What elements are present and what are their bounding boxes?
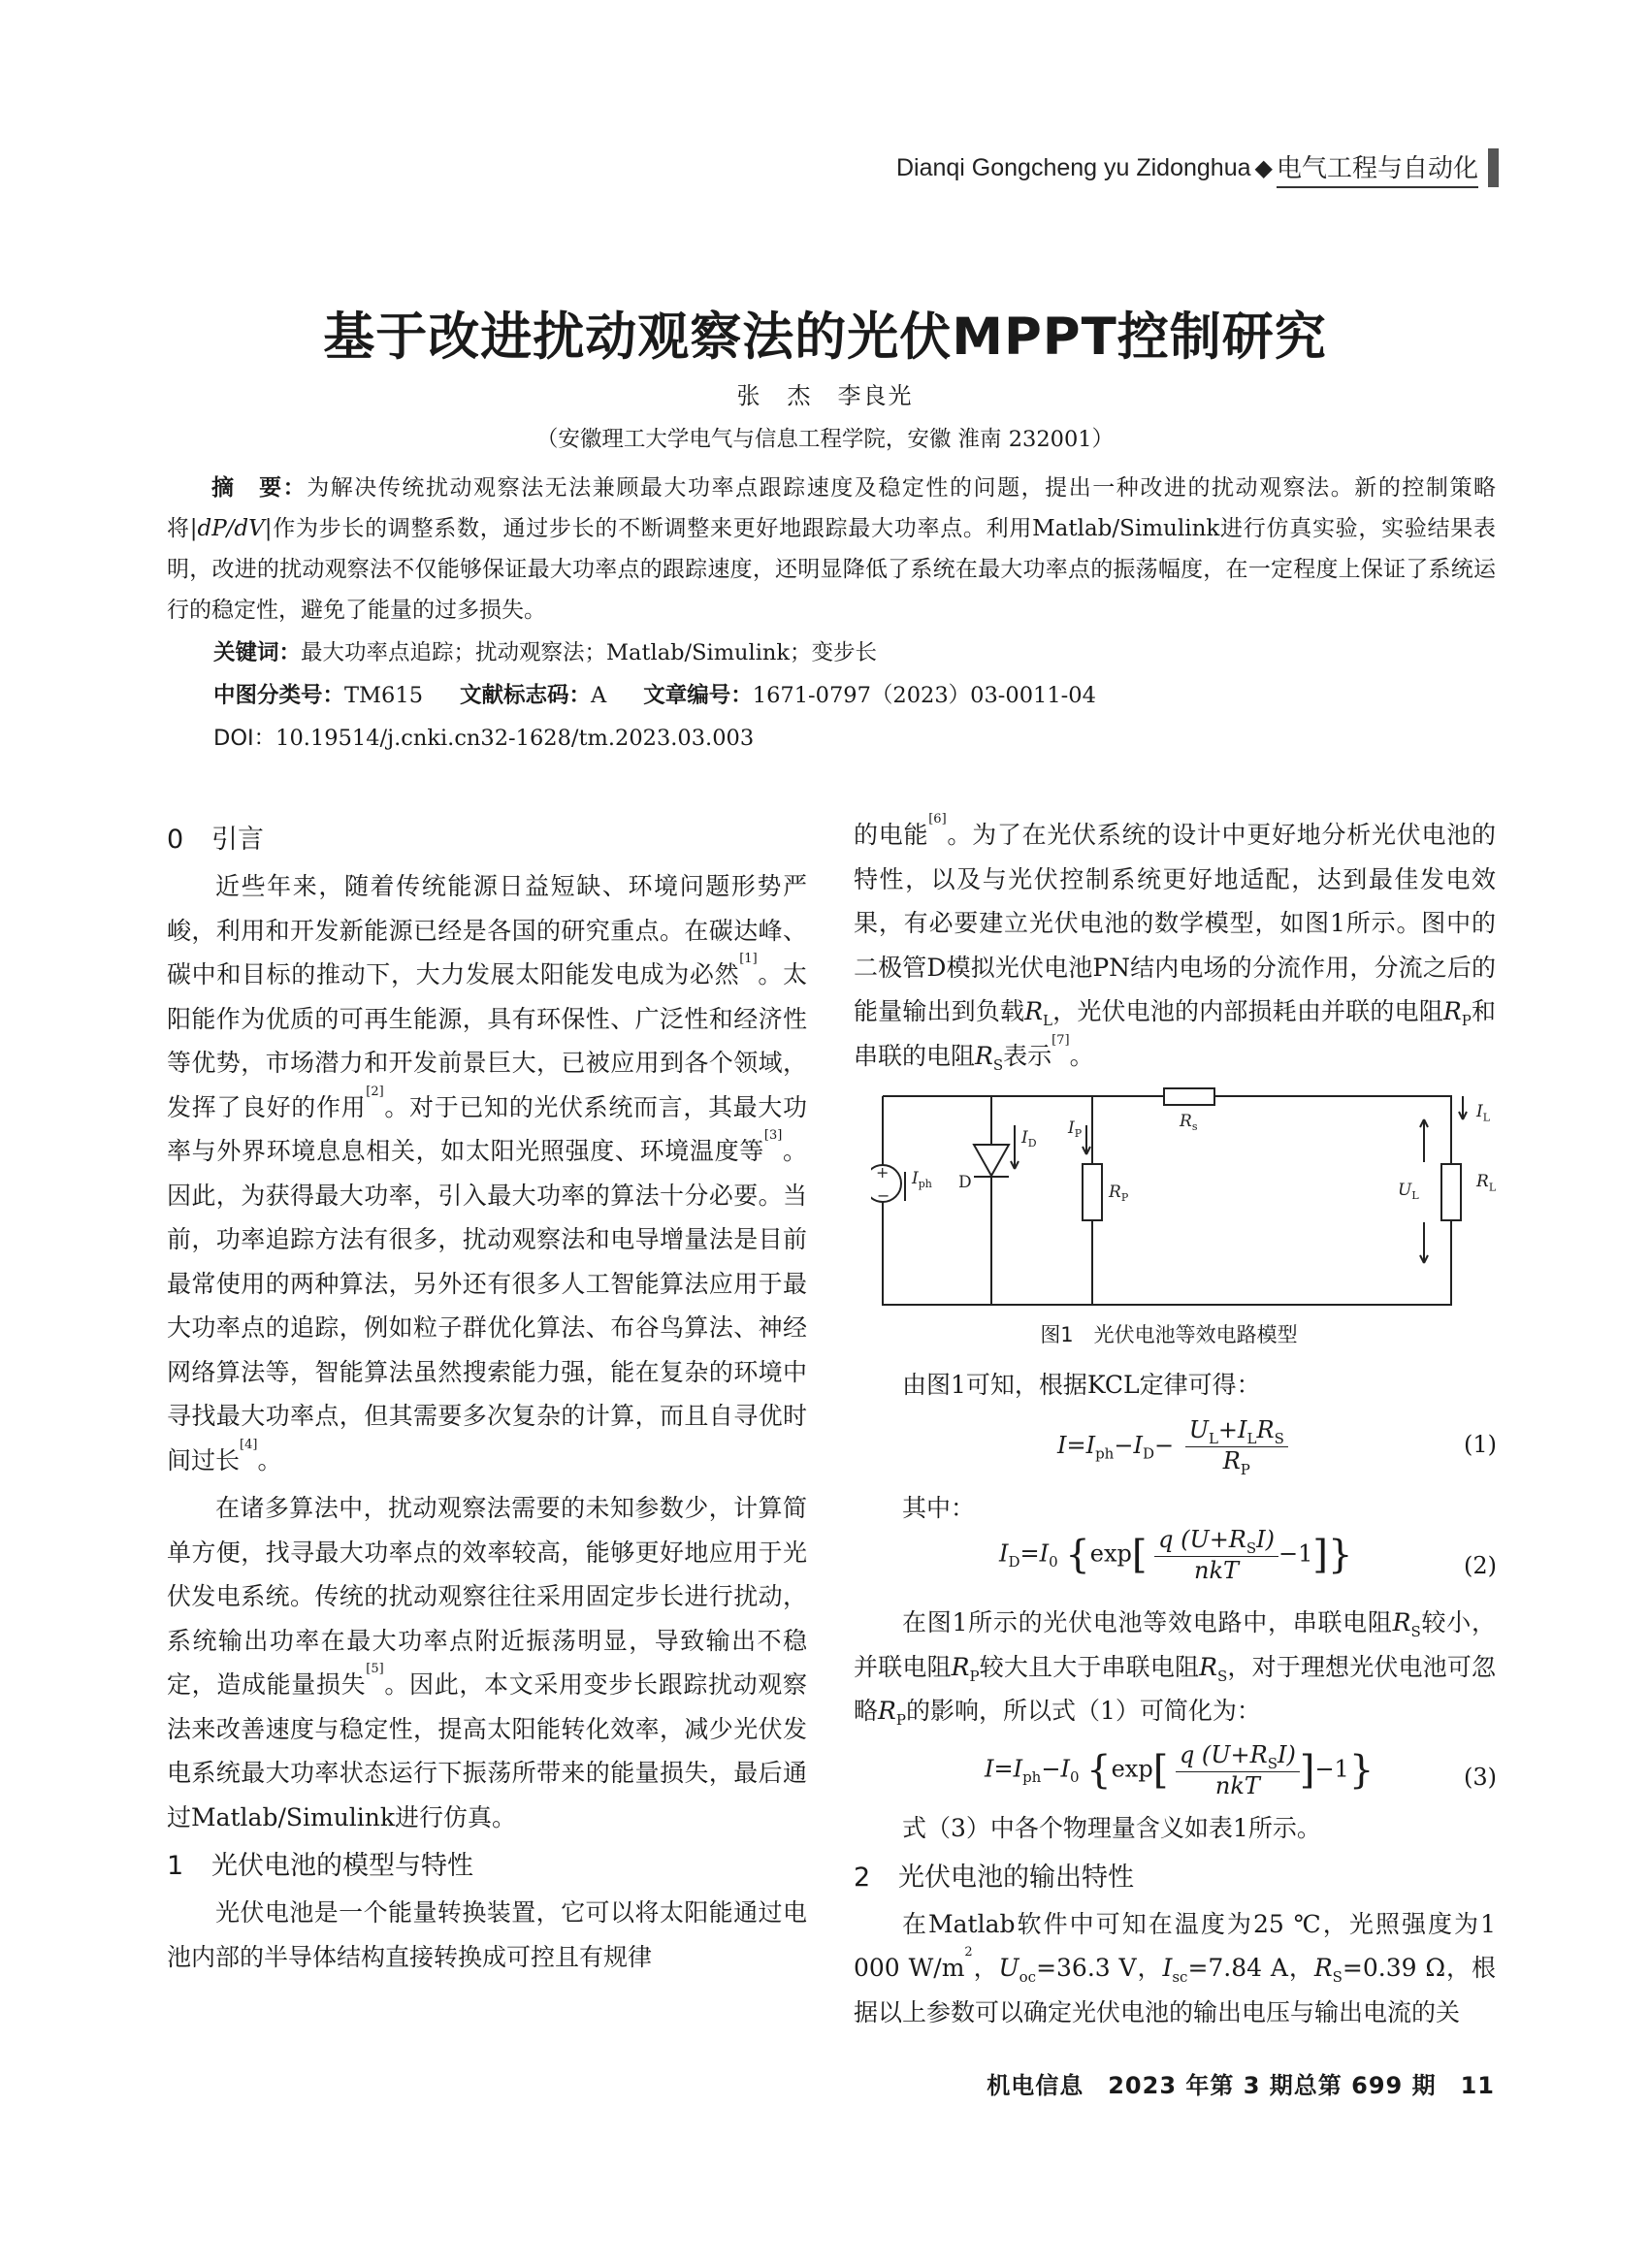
il-label-text: $I_L$ — [1476, 1102, 1491, 1124]
output-paragraph: 在Matlab软件中可知在温度为25 ℃，光照强度为1 000 $W/m^2$，$U_{oc}=36.3$ V，$I_{sc}=7.84$ A，$R_S=0.39$ Ω，根据以上参数可以确定光伏电池的输出电压与输出电流的关 — [854, 1909, 1496, 2026]
where-text: 其中： — [902, 1494, 976, 1522]
ul-arrow-down — [1420, 1222, 1428, 1263]
rs-resistor — [1164, 1088, 1214, 1105]
doi-label: DOI： — [213, 726, 276, 751]
abstract-label: 摘 要： — [211, 475, 307, 501]
article-no-value: 1671-0797（2023）03-0011-04 — [752, 683, 1096, 708]
abstract-text-2: 作为步长的调整系数，通过步长的不断调整来更好地跟踪最大功率点。利用Matlab/Simulink进行仿真实验，实验结果表明，改进的扰动观察法不仅能够保证最大功率点的跟踪速度，还明显降低了系统在最大功率点的振荡幅度，在一定程度上保证了系统运行的稳定性，避免了能量的过多损失。 — [167, 516, 1497, 623]
right-column — [854, 813, 1496, 1078]
equation-1-number: (1) — [1464, 1431, 1497, 1458]
doi — [213, 721, 754, 756]
abstract-text-1: 为解决传统扰动观察法无法兼顾最大功率点跟踪速度及稳定性的问题，提出一种改进的扰动观察法。新的控制策略将 — [167, 475, 1497, 541]
minus-sign: − — [877, 1186, 890, 1205]
kcl-text: 由图1可知，根据KCL定律可得： — [902, 1371, 1261, 1399]
diamond-icon: ◆ — [1254, 154, 1273, 181]
rp-resistor — [1083, 1164, 1102, 1220]
iph-label: $I_{ph}$ — [912, 1169, 932, 1190]
rl-resistor — [1441, 1164, 1461, 1220]
keywords-value: 最大功率点追踪；扰动观察法；Matlab/Simulink；变步长 — [301, 640, 878, 665]
intro-paragraph-2: 在诸多算法中，扰动观察法需要的未知参数少，计算简单方便，找寻最大功率点的效率较高，能够更好地应用于光伏发电系统。传统的扰动观察往往采用固定步长进行扰动，系统输出功率在最大功率点附近振荡明显，导致输出不稳定，造成能量损失[5]。因此，本文采用变步长跟踪扰动观察法来改善速度与稳定性，提高太阳能转化效率，减少光伏发电系统最大功率状态运行下振荡所带来的能量损失，最后通过Matlab/Simulink进行仿真。 — [167, 1494, 807, 1831]
doc-code-label: 文献标志码： — [460, 683, 592, 708]
rp-label: $R_P$ — [1109, 1183, 1129, 1204]
abstract — [167, 468, 1496, 631]
citation: [5] — [366, 1662, 384, 1676]
paper-title: 基于改进扰动观察法的光伏MPPT控制研究 — [323, 308, 1327, 367]
equation-3: $I=I_{ph}-I_0$ {exp[ q $(U+R_SI)$ nkT ]−1} — [985, 1741, 1375, 1799]
equivalent-circuit-figure — [871, 1086, 1472, 1314]
table-reference: 式（3）中各个物理量含义如表1所示。 — [902, 1814, 1321, 1842]
diode-symbol — [974, 1145, 1009, 1176]
equation-1: $I=I_{ph}-I_D-$ $U_L+I_LR_S$ $R_P$ — [1057, 1416, 1288, 1477]
ul-label: $U_L$ — [1398, 1181, 1419, 1202]
keywords-label: 关键词： — [213, 640, 302, 665]
ip-arrow — [1083, 1125, 1090, 1154]
clc-label: 中图分类号： — [213, 683, 345, 708]
abstract-formula: |dP/dV| — [189, 516, 273, 541]
section-heading-1: 1 光伏电池的模型与特性 — [167, 1851, 473, 1881]
left-column — [167, 813, 807, 1979]
article-no-label: 文章编号： — [643, 683, 753, 708]
affiliation: （安徽理工大学电气与信息工程学院，安徽 淮南 232001） — [535, 427, 1115, 452]
citation: [4] — [240, 1437, 258, 1452]
citation: [1] — [739, 952, 758, 966]
doc-code-value: A — [591, 683, 607, 708]
section-heading-0: 0 引言 — [167, 825, 264, 855]
model-paragraph-1: 光伏电池是一个能量转换装置，它可以将太阳能通过电池内部的半导体结构直接转换成可控且有规律 — [167, 1898, 807, 1971]
journal-pinyin: Dianqi Gongcheng yu Zidonghua — [895, 153, 1251, 181]
ip-label: $I_P$ — [1068, 1118, 1083, 1140]
plus-sign: + — [876, 1163, 890, 1182]
running-head — [896, 146, 1499, 190]
citation: [3] — [763, 1128, 783, 1143]
intro-paragraph-1: 近些年来，随着传统能源日益短缺、环境问题形势严峻，利用和开发新能源已经是各国的研究重点。在碳达峰、碳中和目标的推动下，大力发展太阳能发电成为必然[1]。太阳能作为优质的可再生能源，具有环保性、广泛性和经济性等优势，市场潜力和开发前景巨大，已被应用到各个领域，发挥了良好的作用[2]。对于已知的光伏系统而言，其最大功率与外界环境息息相关，如太阳光照强度、环境温度等[3]。因此，为获得最大功率，引入最大功率的算法十分必要。当前，功率追踪方法有很多，扰动观察法和电导增量法是目前最常使用的两种算法，另外还有很多人工智能算法应用于最大功率点的追踪，例如粒子群优化算法、布谷鸟算法、神经网络算法等，智能算法虽然搜索能力强，能在复杂的环境中寻找最大功率点，但其需要多次复杂的计算，而且自寻优时间过长[4]。 — [167, 872, 807, 1474]
clc-value: TM615 — [344, 683, 424, 708]
section-heading-2: 2 光伏电池的输出特性 — [854, 1862, 1134, 1893]
header-bar — [1488, 148, 1499, 187]
figure-caption: 图1 光伏电池等效电路模型 — [1040, 1323, 1298, 1346]
equation-3-number: (3) — [1464, 1764, 1497, 1791]
equation-2: $I_D=I_0$ {exp[ q $(U+R_SI)$ nkT −1]} — [999, 1526, 1353, 1584]
authors: 张 杰 李良光 — [736, 382, 914, 409]
citation: [7] — [1051, 1032, 1070, 1048]
right-column-lower — [854, 1806, 1496, 2034]
citation: [2] — [366, 1084, 384, 1099]
keywords — [213, 635, 877, 670]
page-footer: 机电信息 2023 年第 3 期总第 699 期 11 — [987, 2072, 1495, 2099]
equation-2-number: (2) — [1464, 1552, 1497, 1579]
classification — [213, 678, 1096, 713]
citation: [6] — [928, 812, 947, 826]
id-arrow — [1011, 1125, 1019, 1169]
rs-label: $R_s$ — [1180, 1112, 1198, 1133]
journal-name-cn: 电气工程与自动化 — [1277, 148, 1478, 188]
il-arrow — [1459, 1096, 1467, 1119]
circuit-wire — [883, 1096, 1451, 1305]
model-paragraph-1-cont: 的电能[6]。为了在光伏系统的设计中更好地分析光伏电池的特性，以及与光伏控制系统更好地适配，达到最佳发电效果，有必要建立光伏电池的数学模型，如图1所示。图中的二极管D模拟光伏电池PN结内电场的分流作用，分流之后的能量输出到负载$R_L$，光伏电池的内部损耗由并联的电阻$R_P$和串联的电阻$R_S$表示[7]。 — [854, 812, 1496, 1074]
id-label: $I_D$ — [1021, 1128, 1037, 1150]
ul-arrow-up — [1420, 1119, 1428, 1162]
simplification-paragraph: 在图1所示的光伏电池等效电路中，串联电阻$R_S$较小，并联电阻$R_P$较大且大于串联电阻$R_S$，对于理想光伏电池可忽略$R_P$的影响，所以式（1）可简化为： — [854, 1608, 1496, 1729]
diode-label: D — [958, 1173, 972, 1192]
rl-label-text: $R_L$ — [1476, 1172, 1497, 1194]
doi-value: 10.19514/j.cnki.cn32-1628/tm.2023.03.003 — [275, 726, 755, 751]
